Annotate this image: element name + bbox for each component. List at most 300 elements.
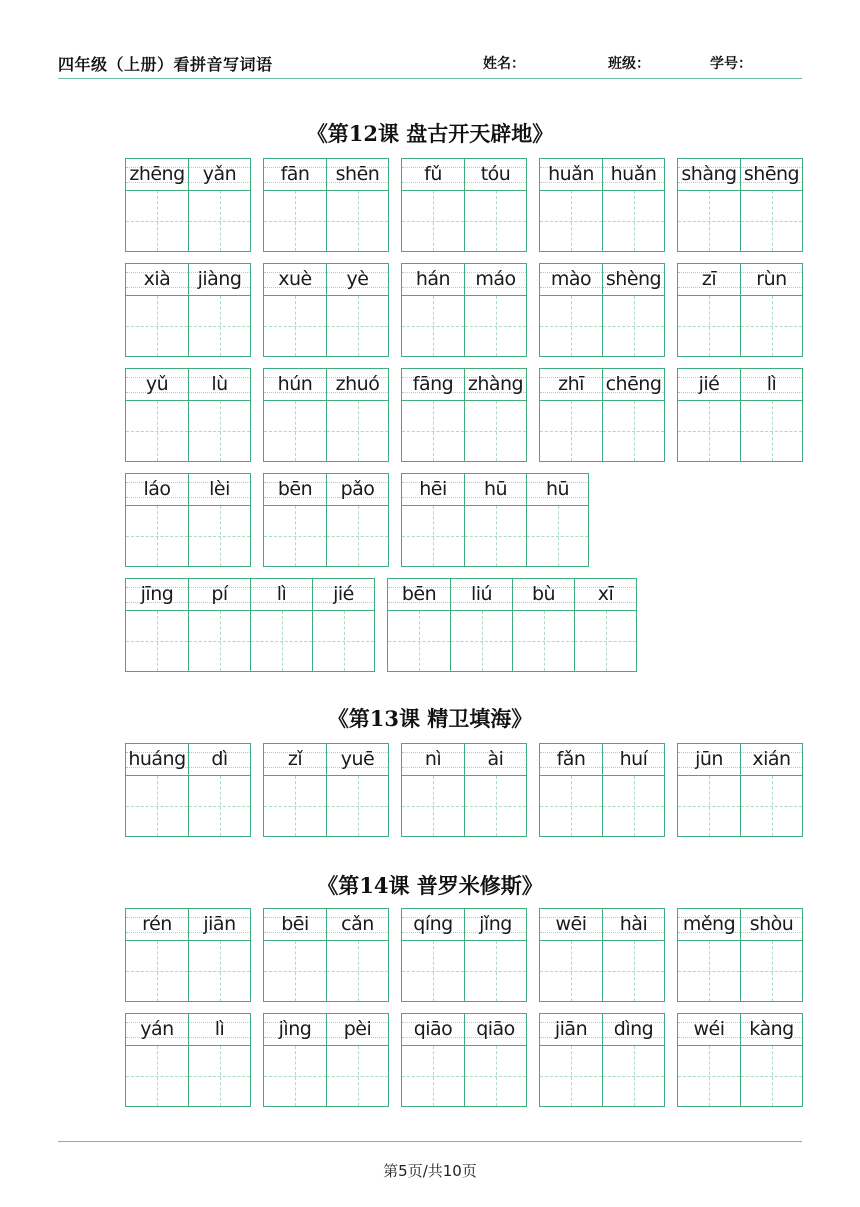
word-writing-box: [401, 1013, 527, 1107]
tianzige-writing-square[interactable]: [678, 776, 740, 836]
word-writing-box: [125, 263, 251, 357]
pinyin-text: kàng: [749, 1018, 794, 1040]
character-cell: [678, 159, 740, 251]
pinyin-text: fāng: [412, 373, 454, 395]
worksheet-title: 四年级（上册）看拼音写词语: [58, 55, 273, 74]
character-cell: [126, 159, 188, 251]
tianzige-writing-square[interactable]: [678, 1046, 740, 1106]
character-cell: [402, 744, 464, 836]
character-cell: [464, 159, 526, 251]
character-cell: [126, 474, 188, 566]
word-writing-box: [125, 908, 251, 1002]
word-writing-box: [401, 743, 527, 837]
character-cell: [312, 579, 374, 671]
character-cell: [264, 369, 326, 461]
pinyin-text: jiān: [203, 913, 236, 935]
tianzige-writing-square[interactable]: [402, 506, 464, 566]
tianzige-writing-square[interactable]: [189, 506, 250, 566]
pinyin-line: [189, 744, 250, 776]
tianzige-writing-square[interactable]: [327, 191, 388, 251]
word-writing-box: [677, 263, 803, 357]
tianzige-writing-square[interactable]: [603, 776, 664, 836]
pinyin-text: huǎn: [610, 163, 657, 185]
pinyin-text: zhī: [558, 373, 584, 395]
pinyin-line: [575, 579, 636, 611]
pinyin-line: [678, 909, 740, 941]
word-writing-box: [263, 473, 389, 567]
pinyin-text: dìng: [613, 1018, 654, 1040]
pinyin-line: [603, 369, 664, 401]
pinyin-text: dì: [211, 748, 228, 770]
pinyin-line: [264, 744, 326, 776]
pinyin-line: [327, 744, 388, 776]
pinyin-line: [189, 369, 250, 401]
word-writing-box: [125, 1013, 251, 1107]
tianzige-writing-square[interactable]: [540, 1046, 602, 1106]
word-writing-box: [539, 908, 665, 1002]
character-cell: [678, 264, 740, 356]
pinyin-line: [465, 159, 526, 191]
tianzige-writing-square[interactable]: [678, 191, 740, 251]
tianzige-writing-square[interactable]: [603, 401, 664, 461]
character-cell: [188, 744, 250, 836]
pinyin-line: [313, 579, 374, 611]
pinyin-text: shòu: [749, 913, 794, 935]
pinyin-line: [540, 744, 602, 776]
tianzige-writing-square[interactable]: [402, 191, 464, 251]
character-cell: [188, 909, 250, 1001]
pinyin-text: xuè: [278, 268, 312, 290]
tianzige-writing-square[interactable]: [540, 941, 602, 1001]
tianzige-writing-square[interactable]: [603, 296, 664, 356]
character-cell: [326, 909, 388, 1001]
word-writing-box: [401, 158, 527, 252]
pinyin-text: jǐng: [479, 913, 512, 935]
character-cell: [464, 369, 526, 461]
character-cell: [740, 909, 802, 1001]
pinyin-line: [327, 369, 388, 401]
pinyin-text: hū: [545, 478, 570, 500]
character-cell: [540, 1014, 602, 1106]
tianzige-writing-square[interactable]: [264, 1046, 326, 1106]
character-cell: [512, 579, 574, 671]
tianzige-writing-square[interactable]: [327, 296, 388, 356]
pinyin-text: máo: [475, 268, 516, 290]
word-writing-box: [387, 578, 637, 672]
word-writing-box: [677, 1013, 803, 1107]
character-cell: [126, 909, 188, 1001]
pinyin-line: [327, 474, 388, 506]
class-field-label: 班级：: [608, 56, 650, 72]
tianzige-writing-square[interactable]: [264, 941, 326, 1001]
pinyin-text: zī: [701, 268, 717, 290]
pinyin-text: měng: [682, 913, 736, 935]
tianzige-writing-square[interactable]: [741, 191, 802, 251]
tianzige-writing-square[interactable]: [126, 941, 188, 1001]
tianzige-writing-square[interactable]: [465, 191, 526, 251]
character-cell: [264, 474, 326, 566]
pinyin-text: huǎn: [548, 163, 594, 185]
character-cell: [740, 159, 802, 251]
tianzige-writing-square[interactable]: [264, 296, 326, 356]
pinyin-line: [388, 579, 450, 611]
tianzige-writing-square[interactable]: [189, 941, 250, 1001]
character-cell: [678, 744, 740, 836]
tianzige-writing-square[interactable]: [451, 611, 512, 671]
pinyin-line: [126, 744, 188, 776]
character-cell: [402, 159, 464, 251]
pinyin-line: [264, 474, 326, 506]
pinyin-text: jūn: [695, 748, 723, 770]
tianzige-writing-square[interactable]: [741, 401, 802, 461]
tianzige-writing-square[interactable]: [465, 401, 526, 461]
tianzige-writing-square[interactable]: [189, 401, 250, 461]
character-cell: [464, 1014, 526, 1106]
character-cell: [464, 474, 526, 566]
lesson-title: 《第12课 盘古开天辟地》: [306, 121, 554, 146]
pinyin-line: [126, 474, 188, 506]
pinyin-text: ài: [487, 748, 504, 770]
pinyin-line: [402, 474, 464, 506]
pinyin-line: [527, 474, 588, 506]
character-cell: [126, 1014, 188, 1106]
character-cell: [264, 909, 326, 1001]
pinyin-text: hēi: [419, 478, 447, 500]
pinyin-text: jiān: [554, 1018, 588, 1040]
tianzige-writing-square[interactable]: [327, 776, 388, 836]
pinyin-line: [126, 159, 188, 191]
tianzige-writing-square[interactable]: [313, 611, 374, 671]
tianzige-writing-square[interactable]: [189, 191, 250, 251]
tianzige-writing-square[interactable]: [126, 401, 188, 461]
character-cell: [740, 264, 802, 356]
character-cell: [326, 744, 388, 836]
pinyin-text: nì: [424, 748, 442, 770]
pinyin-text: yán: [140, 1018, 174, 1040]
tianzige-writing-square[interactable]: [741, 776, 802, 836]
character-cell: [678, 909, 740, 1001]
tianzige-writing-square[interactable]: [678, 941, 740, 1001]
pinyin-text: láo: [143, 478, 171, 500]
tianzige-writing-square[interactable]: [741, 941, 802, 1001]
tianzige-writing-square[interactable]: [264, 506, 326, 566]
tianzige-writing-square[interactable]: [126, 191, 188, 251]
pinyin-line: [540, 909, 602, 941]
tianzige-writing-square[interactable]: [603, 941, 664, 1001]
character-cell: [326, 474, 388, 566]
tianzige-writing-square[interactable]: [603, 1046, 664, 1106]
tianzige-writing-square[interactable]: [540, 401, 602, 461]
pinyin-line: [126, 909, 188, 941]
character-cell: [188, 474, 250, 566]
pinyin-line: [402, 909, 464, 941]
word-writing-box: [125, 743, 251, 837]
pinyin-text: liú: [470, 583, 493, 605]
character-cell: [388, 579, 450, 671]
word-writing-box: [677, 158, 803, 252]
tianzige-writing-square[interactable]: [678, 296, 740, 356]
tianzige-writing-square[interactable]: [540, 296, 602, 356]
student-id-field-label: 学号：: [710, 56, 752, 72]
pinyin-line: [465, 744, 526, 776]
tianzige-writing-square[interactable]: [540, 191, 602, 251]
tianzige-writing-square[interactable]: [465, 296, 526, 356]
character-cell: [602, 744, 664, 836]
pinyin-line: [402, 264, 464, 296]
character-cell: [540, 159, 602, 251]
word-writing-box: [263, 368, 389, 462]
tianzige-writing-square[interactable]: [264, 401, 326, 461]
pinyin-text: pèi: [343, 1018, 372, 1040]
tianzige-writing-square[interactable]: [189, 611, 250, 671]
pinyin-line: [603, 909, 664, 941]
character-cell: [540, 909, 602, 1001]
pinyin-text: xià: [143, 268, 171, 290]
lesson-title: 《第13课 精卫填海》: [327, 706, 533, 731]
character-cell: [264, 159, 326, 251]
character-cell: [326, 369, 388, 461]
character-cell: [326, 1014, 388, 1106]
pinyin-line: [678, 744, 740, 776]
tianzige-writing-square[interactable]: [126, 506, 188, 566]
pinyin-line: [603, 264, 664, 296]
pinyin-line: [678, 1014, 740, 1046]
character-cell: [540, 264, 602, 356]
pinyin-line: [603, 744, 664, 776]
tianzige-writing-square[interactable]: [741, 1046, 802, 1106]
word-writing-box: [677, 368, 803, 462]
character-cell: [126, 579, 188, 671]
tianzige-writing-square[interactable]: [327, 506, 388, 566]
word-writing-box: [263, 158, 389, 252]
character-cell: [188, 264, 250, 356]
character-cell: [602, 909, 664, 1001]
tianzige-writing-square[interactable]: [189, 296, 250, 356]
tianzige-writing-square[interactable]: [603, 191, 664, 251]
tianzige-writing-square[interactable]: [327, 401, 388, 461]
pinyin-line: [603, 159, 664, 191]
character-cell: [602, 264, 664, 356]
pinyin-text: hán: [415, 268, 451, 290]
tianzige-writing-square[interactable]: [402, 401, 464, 461]
pinyin-line: [189, 474, 250, 506]
pinyin-line: [465, 909, 526, 941]
pinyin-text: lì: [766, 373, 777, 395]
pinyin-text: bù: [531, 583, 556, 605]
tianzige-writing-square[interactable]: [465, 776, 526, 836]
pinyin-text: huí: [619, 748, 648, 770]
pinyin-text: shèng: [605, 268, 662, 290]
pinyin-text: wéi: [693, 1018, 725, 1040]
tianzige-writing-square[interactable]: [264, 776, 326, 836]
header-divider: [58, 78, 802, 79]
pinyin-text: zǐ: [287, 748, 303, 770]
tianzige-writing-square[interactable]: [465, 1046, 526, 1106]
pinyin-line: [402, 369, 464, 401]
pinyin-text: cǎn: [341, 913, 374, 935]
pinyin-text: jīng: [140, 583, 174, 605]
pinyin-text: qíng: [413, 913, 453, 935]
pinyin-text: shēn: [335, 163, 380, 185]
pinyin-text: rùn: [756, 268, 787, 290]
character-cell: [126, 369, 188, 461]
word-writing-box: [677, 743, 803, 837]
pinyin-text: jié: [698, 373, 720, 395]
pinyin-line: [678, 159, 740, 191]
pinyin-line: [327, 1014, 388, 1046]
character-cell: [402, 909, 464, 1001]
pinyin-text: bēi: [281, 913, 309, 935]
word-writing-box: [125, 578, 375, 672]
tianzige-writing-square[interactable]: [327, 941, 388, 1001]
pinyin-text: hū: [483, 478, 508, 500]
tianzige-writing-square[interactable]: [465, 941, 526, 1001]
pinyin-text: qiāo: [413, 1018, 453, 1040]
pinyin-line: [189, 159, 250, 191]
pinyin-text: chēng: [605, 373, 662, 395]
pinyin-line: [741, 159, 802, 191]
pinyin-text: yǎn: [202, 163, 237, 185]
tianzige-writing-square[interactable]: [189, 776, 250, 836]
tianzige-writing-square[interactable]: [575, 611, 636, 671]
pinyin-text: huáng: [128, 748, 186, 770]
character-cell: [188, 159, 250, 251]
pinyin-line: [402, 159, 464, 191]
character-cell: [540, 744, 602, 836]
character-cell: [326, 159, 388, 251]
pinyin-text: lù: [211, 373, 228, 395]
character-cell: [740, 369, 802, 461]
pinyin-line: [126, 369, 188, 401]
pinyin-line: [264, 369, 326, 401]
word-writing-box: [401, 263, 527, 357]
pinyin-line: [451, 579, 512, 611]
tianzige-writing-square[interactable]: [540, 776, 602, 836]
character-cell: [602, 159, 664, 251]
pinyin-text: pí: [211, 583, 228, 605]
pinyin-line: [741, 369, 802, 401]
word-writing-box: [401, 908, 527, 1002]
character-cell: [188, 579, 250, 671]
pinyin-text: pǎo: [340, 478, 375, 500]
pinyin-text: qiāo: [476, 1018, 515, 1040]
character-cell: [264, 264, 326, 356]
word-writing-box: [263, 1013, 389, 1107]
character-cell: [126, 264, 188, 356]
footer-divider: [58, 1141, 802, 1142]
tianzige-writing-square[interactable]: [327, 1046, 388, 1106]
pinyin-line: [540, 159, 602, 191]
pinyin-line: [189, 579, 250, 611]
page-number: 第5页/共10页: [383, 1162, 477, 1180]
pinyin-line: [465, 474, 526, 506]
pinyin-text: shàng: [681, 163, 737, 185]
pinyin-text: jié: [333, 583, 354, 605]
character-cell: [526, 474, 588, 566]
tianzige-writing-square[interactable]: [189, 1046, 250, 1106]
tianzige-writing-square[interactable]: [126, 776, 188, 836]
pinyin-text: bēn: [277, 478, 313, 500]
pinyin-text: rén: [142, 913, 172, 935]
character-cell: [188, 369, 250, 461]
character-cell: [326, 264, 388, 356]
pinyin-text: fǎn: [556, 748, 586, 770]
word-writing-box: [539, 263, 665, 357]
character-cell: [678, 369, 740, 461]
tianzige-writing-square[interactable]: [388, 611, 450, 671]
pinyin-line: [540, 264, 602, 296]
character-cell: [450, 579, 512, 671]
pinyin-line: [327, 909, 388, 941]
character-cell: [188, 1014, 250, 1106]
character-cell: [602, 369, 664, 461]
pinyin-line: [189, 1014, 250, 1046]
tianzige-writing-square[interactable]: [465, 506, 526, 566]
pinyin-text: fān: [280, 163, 310, 185]
pinyin-text: yǔ: [145, 373, 169, 395]
character-cell: [602, 1014, 664, 1106]
word-writing-box: [125, 158, 251, 252]
pinyin-line: [741, 264, 802, 296]
pinyin-line: [264, 159, 326, 191]
pinyin-text: zhuó: [335, 373, 380, 395]
pinyin-text: lì: [214, 1018, 225, 1040]
word-writing-box: [263, 743, 389, 837]
tianzige-writing-square[interactable]: [527, 506, 588, 566]
character-cell: [250, 579, 312, 671]
pinyin-text: wēi: [555, 913, 587, 935]
word-writing-box: [401, 473, 589, 567]
pinyin-text: hún: [277, 373, 313, 395]
tianzige-writing-square[interactable]: [402, 296, 464, 356]
word-writing-box: [125, 473, 251, 567]
tianzige-writing-square[interactable]: [126, 611, 188, 671]
tianzige-writing-square[interactable]: [741, 296, 802, 356]
name-field-label: 姓名：: [483, 56, 525, 72]
tianzige-writing-square[interactable]: [264, 191, 326, 251]
pinyin-line: [741, 744, 802, 776]
tianzige-writing-square[interactable]: [678, 401, 740, 461]
word-writing-box: [401, 368, 527, 462]
character-cell: [678, 1014, 740, 1106]
pinyin-text: shēng: [743, 163, 800, 185]
pinyin-text: xī: [597, 583, 614, 605]
tianzige-writing-square[interactable]: [402, 1046, 464, 1106]
tianzige-writing-square[interactable]: [513, 611, 574, 671]
pinyin-line: [465, 1014, 526, 1046]
tianzige-writing-square[interactable]: [402, 776, 464, 836]
pinyin-line: [741, 1014, 802, 1046]
pinyin-line: [126, 1014, 188, 1046]
character-cell: [540, 369, 602, 461]
pinyin-text: mào: [550, 268, 592, 290]
tianzige-writing-square[interactable]: [126, 1046, 188, 1106]
character-cell: [464, 909, 526, 1001]
pinyin-line: [678, 369, 740, 401]
word-writing-box: [539, 368, 665, 462]
pinyin-line: [402, 1014, 464, 1046]
word-writing-box: [263, 263, 389, 357]
lesson-title: 《第14课 普罗米修斯》: [317, 873, 543, 898]
tianzige-writing-square[interactable]: [402, 941, 464, 1001]
tianzige-writing-square[interactable]: [126, 296, 188, 356]
pinyin-text: zhàng: [467, 373, 524, 395]
character-cell: [402, 1014, 464, 1106]
character-cell: [740, 744, 802, 836]
pinyin-text: jìng: [278, 1018, 312, 1040]
tianzige-writing-square[interactable]: [251, 611, 312, 671]
character-cell: [464, 744, 526, 836]
